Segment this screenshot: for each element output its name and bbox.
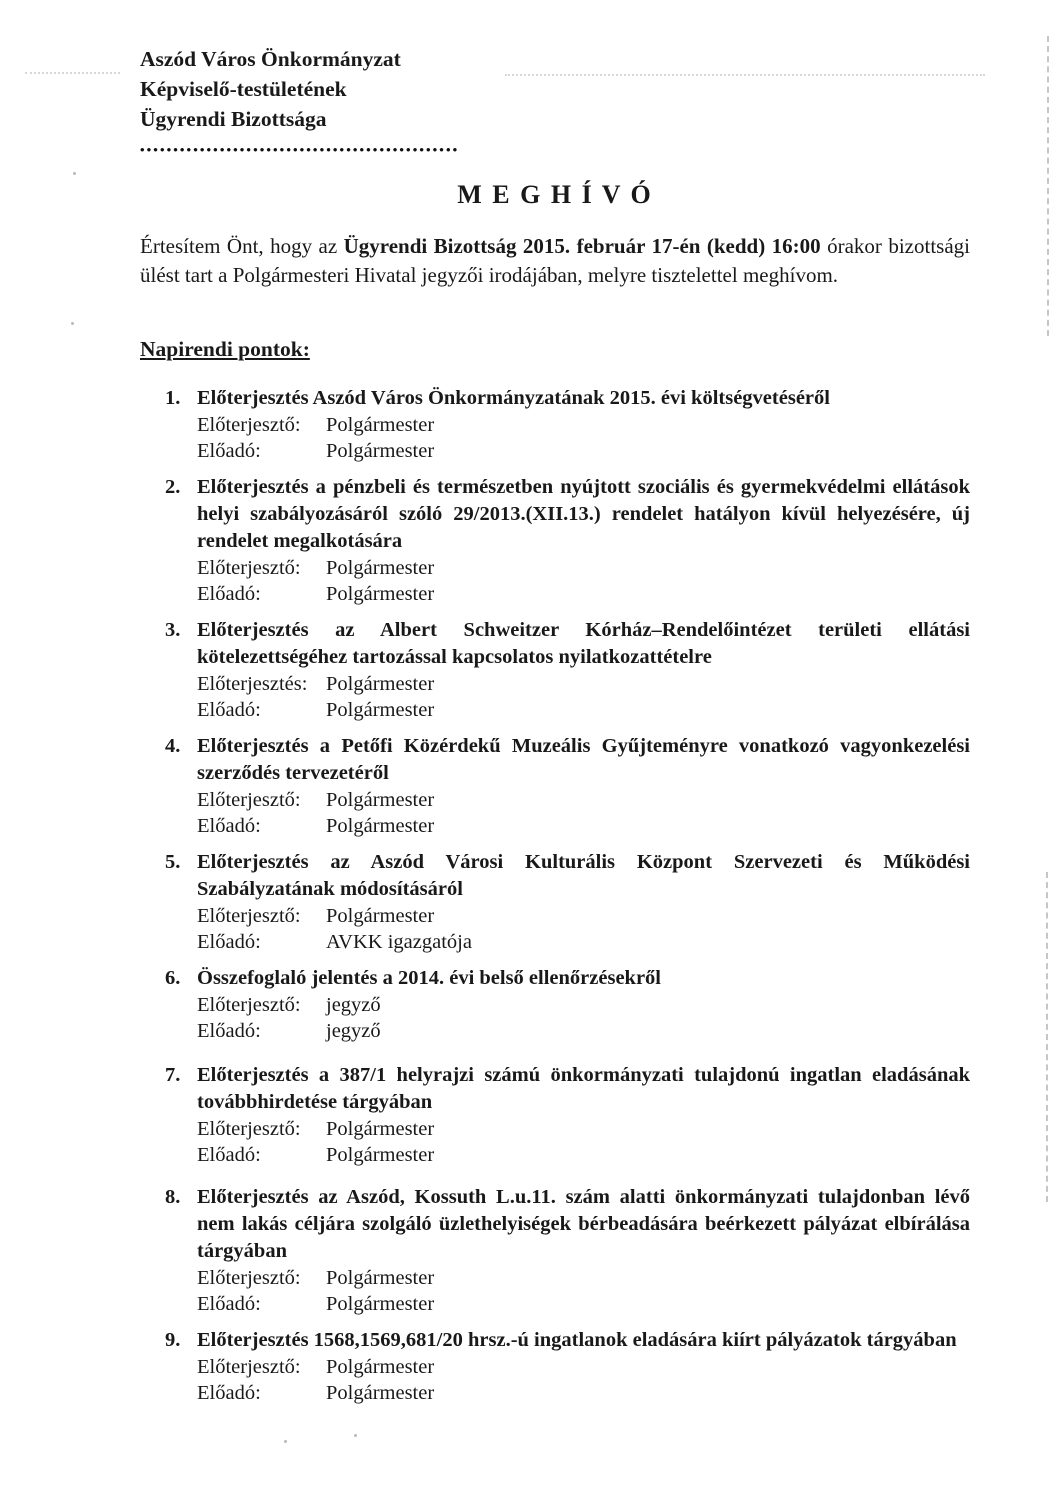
invitation-paragraph	[140, 232, 970, 290]
agenda-item-title: Előterjesztés 1568,1569,681/20 hrsz.-ú ingatlanok eladására kiírt pályázatok tárgyában	[197, 1329, 957, 1351]
presenter-row	[197, 555, 970, 581]
org-name-line: Aszód Város Önkormányzat	[140, 47, 401, 71]
agenda-item	[140, 1184, 970, 1317]
speaker-row	[197, 1142, 970, 1168]
speaker-label: Előadó:	[197, 815, 261, 837]
presenter-value: Polgármester	[326, 905, 435, 927]
dotted-separator: ••••••••••••••••••••••••••••••••••••••••••••••••	[140, 142, 460, 157]
speaker-value: Polgármester	[326, 583, 435, 605]
agenda-heading: Napirendi pontok:	[140, 337, 310, 361]
agenda-item	[140, 849, 970, 955]
agenda-item	[140, 965, 970, 1044]
presenter-label: Előterjesztés:	[197, 673, 308, 695]
agenda-item	[140, 385, 970, 464]
document-title: M E G H Í V Ó	[457, 180, 653, 209]
presenter-label: Előterjesztő:	[197, 994, 301, 1016]
agenda-item-number: 9.	[165, 1329, 181, 1351]
intro-text-pre: Értesítem Önt, hogy az	[140, 234, 344, 258]
agenda-item-number: 5.	[165, 851, 181, 873]
speaker-value: AVKK igazgatója	[326, 931, 472, 953]
agenda-item-number: 1.	[165, 387, 181, 409]
speaker-label: Előadó:	[197, 440, 261, 462]
speaker-row	[197, 438, 970, 464]
letterhead	[140, 44, 970, 134]
presenter-label: Előterjesztő:	[197, 1118, 301, 1140]
presenter-label: Előterjesztő:	[197, 905, 301, 927]
presenter-row	[197, 787, 970, 813]
presenter-label: Előterjesztő:	[197, 1356, 301, 1378]
speaker-row	[197, 1018, 970, 1044]
presenter-value: Polgármester	[326, 1118, 435, 1140]
agenda-item-title: Előterjesztés az Aszód Városi Kulturális Központ Szervezeti és Működési Szabályzatának módosításáról	[197, 851, 970, 900]
agenda-item-title: Előterjesztés az Albert Schweitzer Kórház–Rendelőintézet területi ellátási kötelezettségéhez tartozással kapcsolatos nyilatkozattételre	[197, 619, 970, 668]
presenter-row	[197, 1354, 970, 1380]
speaker-row	[197, 697, 970, 723]
scan-artifact	[284, 1440, 287, 1443]
presenter-row	[197, 903, 970, 929]
presenter-value: Polgármester	[326, 414, 435, 436]
agenda-item-number: 7.	[165, 1064, 181, 1086]
agenda-item	[140, 1327, 970, 1406]
speaker-label: Előadó:	[197, 1020, 261, 1042]
speaker-value: Polgármester	[326, 440, 435, 462]
presenter-value: Polgármester	[326, 1356, 435, 1378]
speaker-value: Polgármester	[326, 699, 435, 721]
speaker-row	[197, 1380, 970, 1406]
agenda-item	[140, 1062, 970, 1168]
agenda-item	[140, 733, 970, 839]
presenter-label: Előterjesztő:	[197, 789, 301, 811]
speaker-value: Polgármester	[326, 1382, 435, 1404]
speaker-label: Előadó:	[197, 1144, 261, 1166]
speaker-row	[197, 1291, 970, 1317]
agenda-item-title: Összefoglaló jelentés a 2014. évi belső ellenőrzésekről	[197, 967, 661, 989]
presenter-row	[197, 1265, 970, 1291]
presenter-row	[197, 992, 970, 1018]
speaker-value: Polgármester	[326, 1144, 435, 1166]
speaker-label: Előadó:	[197, 699, 261, 721]
speaker-row	[197, 581, 970, 607]
speaker-row	[197, 929, 970, 955]
presenter-row	[197, 1116, 970, 1142]
speaker-label: Előadó:	[197, 931, 261, 953]
agenda-item-title: Előterjesztés az Aszód, Kossuth L.u.11. szám alatti önkormányzati tulajdonban lévő nem lakás céljára szolgáló üzlethelyiségek bérbeadására beérkezett pályázat elbírálása tárgyában	[197, 1186, 970, 1262]
presenter-label: Előterjesztő:	[197, 557, 301, 579]
presenter-label: Előterjesztő:	[197, 1267, 301, 1289]
org-committee-line: Ügyrendi Bizottsága	[140, 107, 327, 131]
org-body-line: Képviselő-testületének	[140, 77, 347, 101]
presenter-value: jegyző	[326, 994, 381, 1016]
presenter-value: Polgármester	[326, 1267, 435, 1289]
agenda-item-number: 6.	[165, 967, 181, 989]
agenda-item-number: 3.	[165, 619, 181, 641]
agenda-list	[140, 385, 970, 1406]
intro-text-post: órakor bizottsági ülést tart a Polgármesteri Hivatal jegyzői irodájában, melyre tisztelettel meghívom.	[140, 234, 970, 287]
agenda-item	[140, 617, 970, 723]
presenter-value: Polgármester	[326, 789, 435, 811]
agenda-item-title: Előterjesztés Aszód Város Önkormányzatának 2015. évi költségvetéséről	[197, 387, 830, 409]
presenter-row	[197, 671, 970, 697]
speaker-value: jegyző	[326, 1020, 381, 1042]
presenter-value: Polgármester	[326, 673, 435, 695]
intro-text-bold: Ügyrendi Bizottság 2015. február 17-én (kedd) 16:00	[343, 234, 821, 258]
agenda-item-number: 2.	[165, 476, 181, 498]
speaker-label: Előadó:	[197, 1382, 261, 1404]
agenda-item	[140, 474, 970, 607]
speaker-value: Polgármester	[326, 1293, 435, 1315]
presenter-row	[197, 412, 970, 438]
agenda-item-title: Előterjesztés a 387/1 helyrajzi számú önkormányzati tulajdonú ingatlan eladásának továbbhirdetése tárgyában	[197, 1064, 970, 1113]
presenter-label: Előterjesztő:	[197, 414, 301, 436]
presenter-value: Polgármester	[326, 557, 435, 579]
scan-artifact	[354, 1434, 357, 1437]
speaker-row	[197, 813, 970, 839]
agenda-item-title: Előterjesztés a Petőfi Közérdekű Muzeális Gyűjteményre vonatkozó vagyonkezelési szerződés tervezetéről	[197, 735, 970, 784]
agenda-item-title: Előterjesztés a pénzbeli és természetben nyújtott szociális és gyermekvédelmi ellátások helyi szabályozásáról szóló 29/2013.(XII.13.) rendelet hatályon kívül helyezésére, új rendelet megalkotására	[197, 476, 970, 552]
speaker-value: Polgármester	[326, 815, 435, 837]
speaker-label: Előadó:	[197, 583, 261, 605]
agenda-item-number: 8.	[165, 1186, 181, 1208]
agenda-item-number: 4.	[165, 735, 181, 757]
speaker-label: Előadó:	[197, 1293, 261, 1315]
